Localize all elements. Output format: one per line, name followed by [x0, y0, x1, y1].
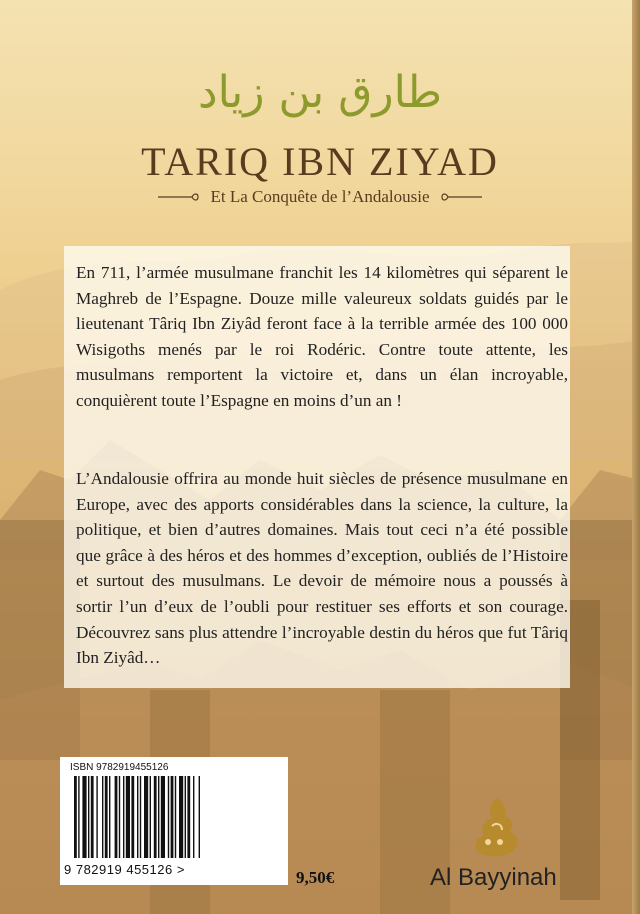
- barcode-bar: [126, 776, 130, 858]
- book-title: TARIQ IBN ZIYAD: [141, 139, 499, 184]
- barcode-bar: [175, 776, 176, 858]
- barcode-bar: [158, 776, 159, 858]
- barcode-bar: [91, 776, 94, 858]
- blurb-paragraph-2: L’Andalousie offrira au monde huit siècles de présence musulmane en Europe, avec des apports considérables dans la science, la culture, la politique, et bien d’autres domaines. Mais tout ceci n’a été possible que grâce à des héros et des hommes d’exception, oubliés de l’Histoire et surtout des musulmans. Le devoir de mémoire nous a poussés à sortir l’un d’eux de l’oubli pour restituer ses efforts et son courage. Découvrez sans plus attendre l’incroyable destin du héros que fut Târiq Ibn Ziyâd…: [76, 469, 568, 668]
- barcode-bar: [88, 776, 89, 858]
- barcode-bar: [144, 776, 148, 858]
- barcode-bar: [74, 776, 77, 858]
- blurb-paragraph-1: En 711, l’armée musulmane franchit les 14 kilomètres qui séparent le Maghreb de l’Espagne. Douze mille valeureux soldats guidés par le lieutenant Târiq Ibn Ziyâd feront face à la terrible armée des 100 000 Wisigoths menés par le roi Rodéric. Contre toute attente, les musulmans remportent la victoire et, dans un élan incroyable, conquièrent toute l’Espagne en moins d’un an !: [76, 263, 568, 410]
- barcode-bar: [168, 776, 169, 858]
- right-ornament-icon: [440, 192, 484, 202]
- barcode-bar: [96, 776, 97, 858]
- ean-digits: 9 782919 455126 >: [64, 862, 185, 877]
- barcode-bar: [109, 776, 110, 858]
- left-ornament-icon: [156, 192, 200, 202]
- barcode-bar: [131, 776, 134, 858]
- arabic-title: طارق بن زياد: [197, 67, 443, 118]
- barcode-bars: [74, 776, 274, 860]
- barcode-bar: [140, 776, 141, 858]
- barcode-bar: [199, 776, 200, 858]
- barcode-bar: [137, 776, 138, 858]
- barcode-bar: [82, 776, 86, 858]
- barcode-bar: [105, 776, 108, 858]
- barcode-bar: [185, 776, 186, 858]
- barcode-bar: [78, 776, 79, 858]
- barcode-bar: [193, 776, 194, 858]
- barcode-bar: [154, 776, 157, 858]
- barcode-bar: [171, 776, 174, 858]
- barcode-bar: [161, 776, 165, 858]
- isbn-label: ISBN 9782919455126: [70, 762, 169, 773]
- calligraphy-logo-icon: [466, 796, 524, 860]
- book-spine-edge: [632, 0, 640, 914]
- barcode-bar: [187, 776, 190, 858]
- subtitle-row: [0, 186, 640, 208]
- publisher-name: Al Bayyinah: [430, 864, 557, 891]
- barcode-bar: [102, 776, 103, 858]
- barcode-bar: [119, 776, 120, 858]
- barcode-bar: [115, 776, 118, 858]
- barcode-bar: [123, 776, 124, 858]
- barcode-bar: [150, 776, 151, 858]
- price-label: 9,50€: [296, 868, 335, 887]
- book-subtitle: Et La Conquête de l’Andalousie: [210, 187, 430, 206]
- barcode-bar: [179, 776, 183, 858]
